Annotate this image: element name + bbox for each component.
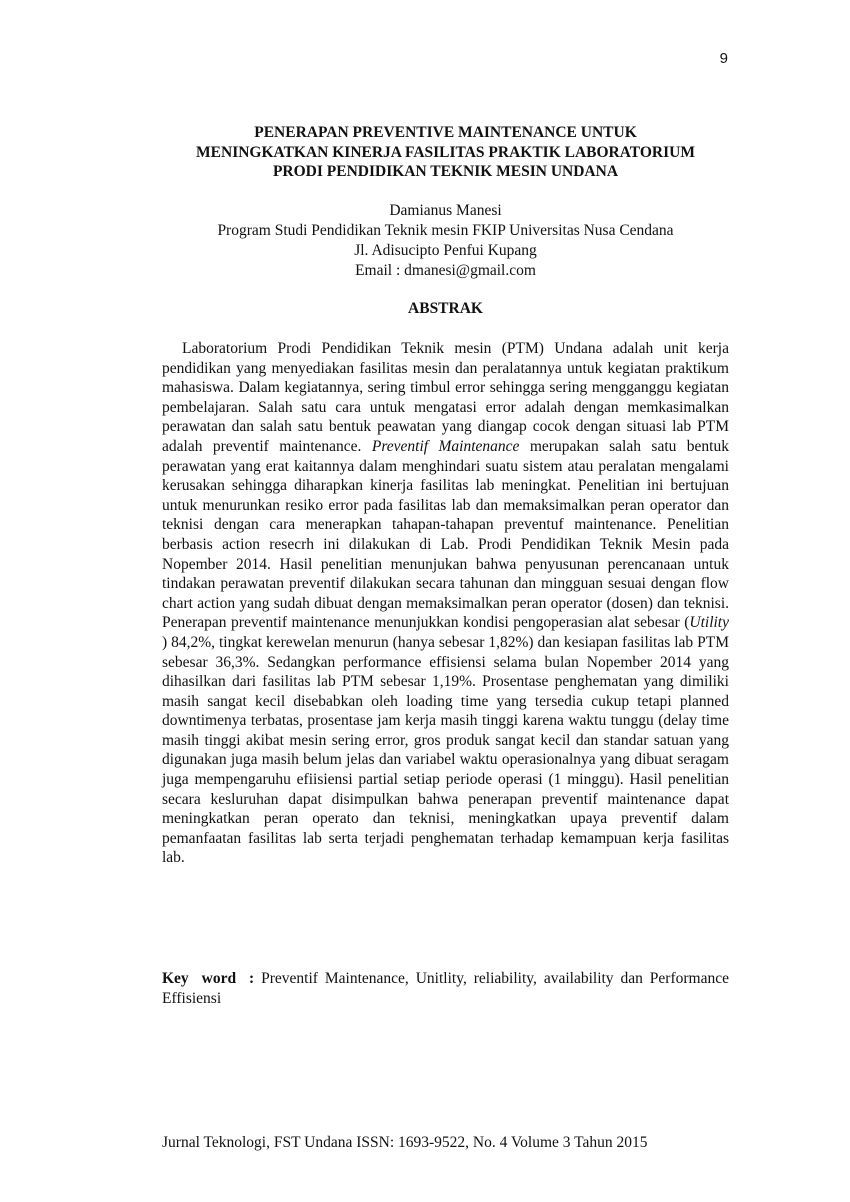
title-line: PENERAPAN PREVENTIVE MAINTENANCE UNTUK xyxy=(254,124,637,141)
abstract-text: Laboratorium Prodi Pendidikan Teknik mesin (PTM) Undana adalah unit kerja pendidikan yang menyediakan fasilitas mesin dan peralatannya untuk kegiatan praktikum mahasiswa. Dalam kegiatannya, sering timbul error sehingga sering mengganggu kegiatan pembelajaran. Salah satu cara untuk mengatasi error adalah dengan memkasimalkan perawatan dan salah satu bentuk peawatan yang diangap cocok dengan situasi lab PTM adalah preventif maintenance. xyxy=(162,340,729,455)
abstract-heading: ABSTRAK xyxy=(408,300,483,317)
paper-title xyxy=(162,123,729,182)
author-affiliation: Program Studi Pendidikan Teknik mesin FKIP Universitas Nusa Cendana xyxy=(217,222,674,239)
author-block xyxy=(162,201,729,281)
title-line: MENINGKATKAN KINERJA FASILITAS PRAKTIK LABORATORIUM xyxy=(196,143,695,161)
abstract-body xyxy=(162,339,729,868)
keywords xyxy=(162,969,729,1009)
abstract-text: ) 84,2%, tingkat kerewelan menurun (hanya sebesar 1,82%) dan kesiapan fasilitas lab PTM sebesar 36,3%. Sedangkan performance effisiensi selama bulan Nopember 2014 yang dihasilkan dari fasilitas lab PTM sebesar 1,19%. Prosentase penghematan yang dimiliki masih sangat kecil disebabkan oleh loading time yang tersedia cukup tetapi planned downtimenya terbatas, prosentase jam kerja masih tinggi karena waktu tunggu (delay time masih tinggi akibat mesin sering error, gros produk sangat kecil dan standar satuan yang digunakan juga masih belum jelas dan variabel waktu operasionalnya yang dibuat seragam juga mempengaruhu efiisiensi partial setiap periode operasi (1 minggu). Hasil penelitian secara kesluruhan dapat disimpulkan bahwa penerapan preventif maintenance dapat meningkatkan peran operato dan teknisi, meningkatkan upaya preventif dalam pemanfaatan fasilitas lab serta terjadi penghematan terhadap kemampuan kerja fasilitas lab. xyxy=(162,633,729,867)
title-line: PRODI PENDIDIKAN TEKNIK MESIN UNDANA xyxy=(272,163,619,180)
author-address: Jl. Adisucipto Penfui Kupang xyxy=(354,242,537,259)
page-number: 9 xyxy=(719,50,728,67)
keywords-text: Preventif Maintenance, Unitlity, reliability, availability dan Performance Effisiensi xyxy=(162,970,729,1007)
abstract-text: merupakan salah satu bentuk perawatan yang erat kaitannya dalam menghindari suatu sistem atau peralatan mengalami kerusakan sehingga diharapkan kinerja fasilitas lab meningkat. Penelitian ini bertujuan untuk menurunkan resiko error pada fasilitas lab dan memaksimalkan peran operator dan teknisi dengan cara menerapkan tahapan-tahapan preventuf maintenance. Penelitian berbasis action resecrh ini dilakukan di Lab. Prodi Pendidikan Teknik Mesin pada Nopember 2014. Hasil penelitian menunjukan bahwa penyusunan perencanaan untuk tindakan perawatan preventif dilakukan secara tahunan dan mingguan sesuai dengan flow chart action yang sudah dibuat dengan memaksimalkan peran operator (dosen) dan teknisi. Penerapan preventif maintenance menunjukkan kondisi pengoperasian alat sebesar ( xyxy=(162,437,729,632)
journal-footer: Jurnal Teknologi, FST Undana ISSN: 1693-9522, No. 4 Volume 3 Tahun 2015 xyxy=(162,1134,648,1151)
abstract-italic-term: Utility xyxy=(689,614,729,632)
author-email: Email : dmanesi@gmail.com xyxy=(355,262,536,279)
abstract-italic-term: Preventif Maintenance xyxy=(371,437,520,455)
author-name: Damianus Manesi xyxy=(389,202,502,219)
keywords-label: Key word : xyxy=(162,970,255,987)
